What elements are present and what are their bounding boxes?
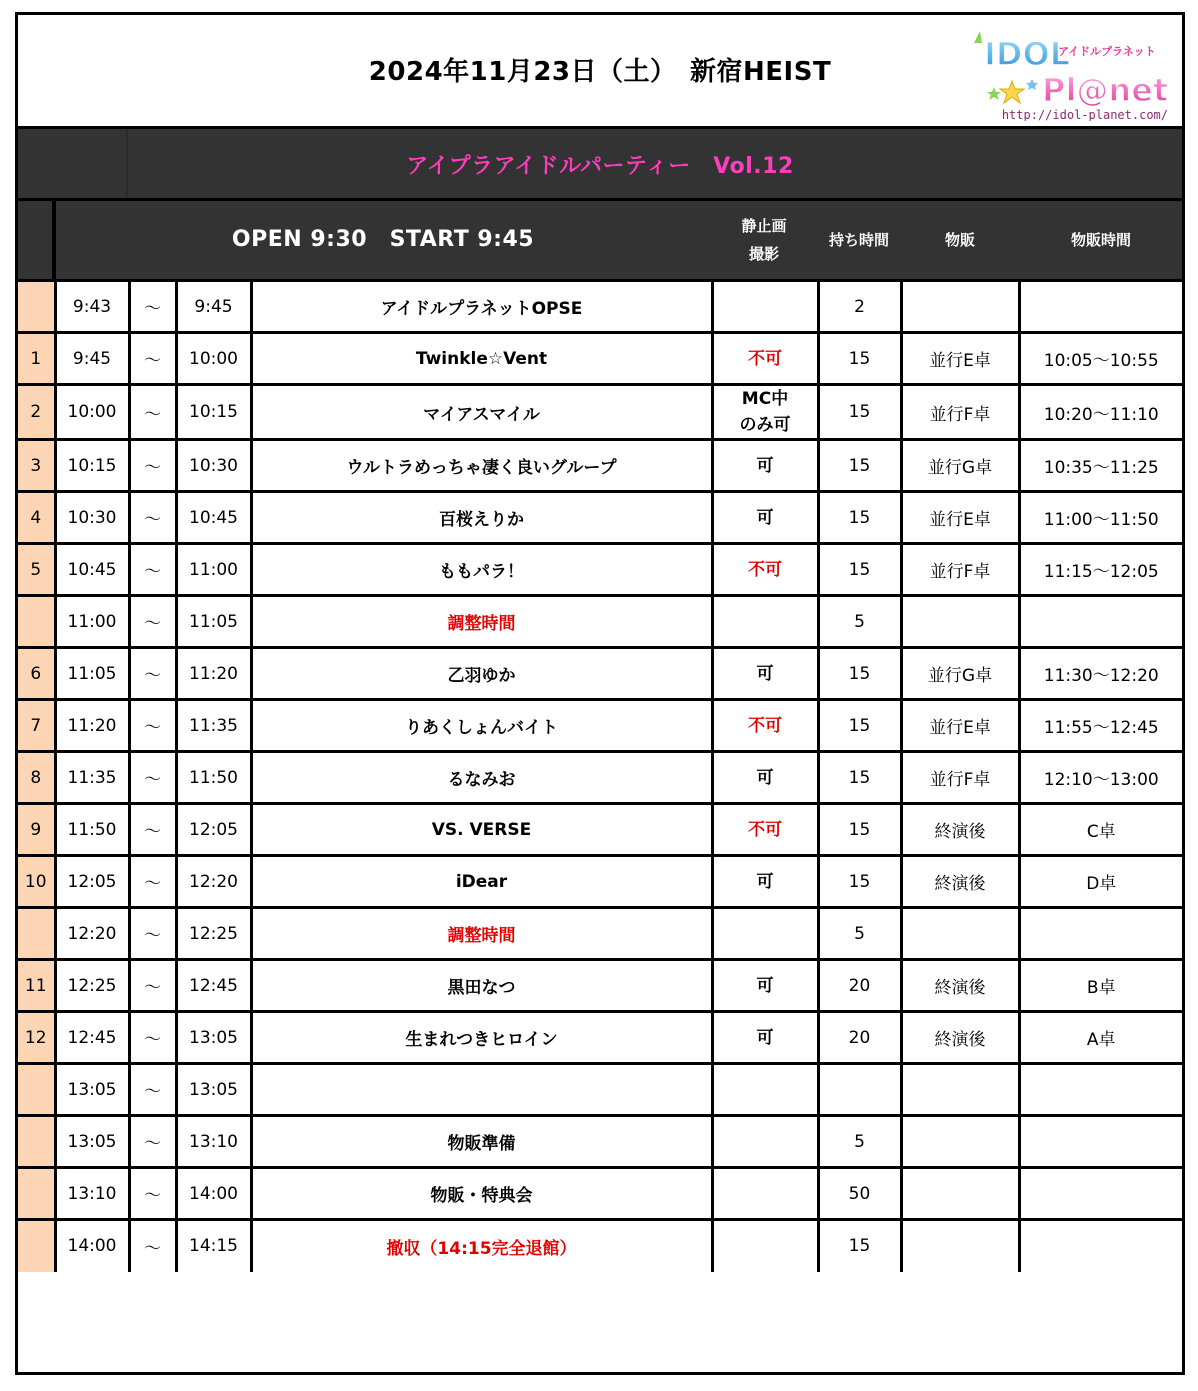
column-header-row [18, 201, 1182, 279]
sales-time: 11:00～11:50 [1019, 492, 1182, 544]
sales-location [901, 281, 1019, 333]
tilde-separator: ～ [129, 1012, 176, 1064]
duration-header: 持ち時間 [828, 231, 889, 249]
photo-permission [712, 281, 818, 333]
sales-time [1019, 596, 1182, 648]
sales-location [901, 908, 1019, 960]
sales-location: 並行F卓 [901, 385, 1019, 440]
table-row [18, 700, 1182, 752]
row-number [18, 1064, 55, 1116]
duration-minutes: 15 [818, 440, 901, 492]
sales-location [901, 1168, 1019, 1220]
performer-name: Twinkle☆Vent [251, 333, 712, 385]
sales-location: 並行G卓 [901, 440, 1019, 492]
performer-name: 撤収（14:15完全退館） [251, 1220, 712, 1272]
photo-permission [712, 1220, 818, 1272]
photo-permission-line1: 不可 [748, 715, 782, 736]
photo-permission-line1: 不可 [748, 819, 782, 840]
sales-time: 10:35～11:25 [1019, 440, 1182, 492]
duration-minutes: 15 [818, 700, 901, 752]
open-start-header: OPEN 9:30 START 9:45 [231, 227, 535, 252]
sales-location: 並行F卓 [901, 752, 1019, 804]
table-row [18, 1220, 1182, 1272]
photo-permission [712, 1116, 818, 1168]
photo-header-line2: 撮影 [748, 245, 779, 263]
end-time: 10:00 [176, 333, 251, 385]
photo-permission-line1: 可 [756, 767, 774, 788]
photo-permission [712, 492, 818, 544]
svg-text:IDOL: IDOL [984, 35, 1071, 73]
end-time: 11:20 [176, 648, 251, 700]
start-time: 9:45 [55, 333, 129, 385]
performer-name: VS. VERSE [251, 804, 712, 856]
duration-minutes: 2 [818, 281, 901, 333]
sales-location: 終演後 [901, 856, 1019, 908]
svg-text:アイドルプラネット: アイドルプラネット [1058, 45, 1156, 58]
tilde-separator: ～ [129, 804, 176, 856]
duration-minutes: 15 [818, 385, 901, 440]
table-row [18, 856, 1182, 908]
svg-text:Pl@net: Pl@net [1042, 71, 1169, 109]
sales-time: A卓 [1019, 1012, 1182, 1064]
photo-permission-line1: 可 [756, 1027, 774, 1048]
duration-minutes: 15 [818, 752, 901, 804]
performer-name [251, 1064, 712, 1116]
end-time: 12:45 [176, 960, 251, 1012]
photo-permission [712, 596, 818, 648]
tilde-separator: ～ [129, 1168, 176, 1220]
row-number [18, 908, 55, 960]
end-time: 12:05 [176, 804, 251, 856]
tilde-separator: ～ [129, 544, 176, 596]
sales-time: 10:05～10:55 [1019, 333, 1182, 385]
start-time: 11:50 [55, 804, 129, 856]
tilde-separator: ～ [129, 596, 176, 648]
start-time: 12:45 [55, 1012, 129, 1064]
duration-minutes: 20 [818, 960, 901, 1012]
end-time: 14:00 [176, 1168, 251, 1220]
sales-time [1019, 1064, 1182, 1116]
tilde-separator: ～ [129, 440, 176, 492]
duration-minutes: 5 [818, 596, 901, 648]
table-row [18, 1064, 1182, 1116]
row-number: 2 [18, 385, 55, 440]
tilde-separator: ～ [129, 1116, 176, 1168]
photo-permission [712, 333, 818, 385]
row-number: 3 [18, 440, 55, 492]
start-time: 10:00 [55, 385, 129, 440]
duration-minutes: 15 [818, 1220, 901, 1272]
photo-permission-line1: 不可 [748, 559, 782, 580]
schedule-table [18, 279, 1182, 1272]
sales-time: B卓 [1019, 960, 1182, 1012]
sales-location [901, 1116, 1019, 1168]
row-number: 1 [18, 333, 55, 385]
tilde-separator: ～ [129, 960, 176, 1012]
end-time: 11:05 [176, 596, 251, 648]
sales-location: 終演後 [901, 960, 1019, 1012]
schedule-table-wrap [18, 279, 1182, 1272]
table-row [18, 440, 1182, 492]
row-number: 12 [18, 1012, 55, 1064]
duration-minutes: 5 [818, 1116, 901, 1168]
start-time: 11:35 [55, 752, 129, 804]
photo-permission [712, 385, 818, 440]
performer-name: 生まれつきヒロイン [251, 1012, 712, 1064]
sales-time: 11:15～12:05 [1019, 544, 1182, 596]
start-time: 10:45 [55, 544, 129, 596]
duration-minutes: 20 [818, 1012, 901, 1064]
photo-permission [712, 1064, 818, 1116]
photo-permission [712, 804, 818, 856]
start-time: 13:05 [55, 1116, 129, 1168]
end-time: 14:15 [176, 1220, 251, 1272]
duration-minutes [818, 1064, 901, 1116]
tilde-separator: ～ [129, 1064, 176, 1116]
end-time: 10:15 [176, 385, 251, 440]
performer-name: 百桜えりか [251, 492, 712, 544]
sales-time [1019, 908, 1182, 960]
performer-name: 物販準備 [251, 1116, 712, 1168]
duration-minutes: 50 [818, 1168, 901, 1220]
row-number: 6 [18, 648, 55, 700]
photo-permission [712, 1012, 818, 1064]
photo-permission-line1: 可 [756, 455, 774, 476]
performer-name: 調整時間 [251, 908, 712, 960]
photo-permission-line1: 可 [756, 507, 774, 528]
start-time: 9:43 [55, 281, 129, 333]
sales-time [1019, 1220, 1182, 1272]
start-time: 12:25 [55, 960, 129, 1012]
end-time: 11:35 [176, 700, 251, 752]
duration-minutes: 15 [818, 648, 901, 700]
row-number: 9 [18, 804, 55, 856]
duration-minutes: 15 [818, 333, 901, 385]
event-banner [18, 129, 1182, 201]
idol-planet-logo-graphic [968, 25, 1174, 121]
start-time: 12:05 [55, 856, 129, 908]
photo-permission [712, 752, 818, 804]
performer-name: 物販・特典会 [251, 1168, 712, 1220]
duration-minutes: 5 [818, 908, 901, 960]
sales-location [901, 1064, 1019, 1116]
performer-name: iDear [251, 856, 712, 908]
table-row [18, 648, 1182, 700]
start-time: 10:15 [55, 440, 129, 492]
sales-time [1019, 1116, 1182, 1168]
start-time: 13:10 [55, 1168, 129, 1220]
tilde-separator: ～ [129, 648, 176, 700]
sales-location: 並行E卓 [901, 333, 1019, 385]
svg-text:http://idol-planet.com/: http://idol-planet.com/ [1001, 108, 1168, 121]
sales-location [901, 596, 1019, 648]
sales-location: 並行E卓 [901, 700, 1019, 752]
photo-header [712, 201, 816, 279]
photo-permission [712, 1168, 818, 1220]
photo-permission-line1: 可 [756, 663, 774, 684]
photo-permission [712, 960, 818, 1012]
table-row [18, 596, 1182, 648]
sales-location: 終演後 [901, 804, 1019, 856]
photo-permission [712, 856, 818, 908]
sales-time [1019, 281, 1182, 333]
table-row [18, 804, 1182, 856]
sales-location: 並行F卓 [901, 544, 1019, 596]
tilde-separator: ～ [129, 752, 176, 804]
table-row [18, 333, 1182, 385]
photo-permission [712, 440, 818, 492]
sales-location [901, 1220, 1019, 1272]
tilde-separator: ～ [129, 700, 176, 752]
start-time: 11:20 [55, 700, 129, 752]
tilde-separator: ～ [129, 333, 176, 385]
tilde-separator: ～ [129, 281, 176, 333]
end-time: 11:00 [176, 544, 251, 596]
tilde-separator: ～ [129, 856, 176, 908]
sales-time: C卓 [1019, 804, 1182, 856]
photo-permission-line1: 不可 [748, 348, 782, 369]
table-row [18, 1116, 1182, 1168]
sales-location: 終演後 [901, 1012, 1019, 1064]
performer-name: りあくしょんバイト [251, 700, 712, 752]
sales-time: 12:10～13:00 [1019, 752, 1182, 804]
start-time: 12:20 [55, 908, 129, 960]
performer-name: るなみお [251, 752, 712, 804]
sales-time: D卓 [1019, 856, 1182, 908]
table-row [18, 752, 1182, 804]
row-number: 7 [18, 700, 55, 752]
tilde-separator: ～ [129, 385, 176, 440]
table-row [18, 544, 1182, 596]
photo-permission [712, 648, 818, 700]
sales-location: 並行E卓 [901, 492, 1019, 544]
event-title: アイプラアイドルパーティー Vol.12 [406, 154, 794, 179]
row-number [18, 1220, 55, 1272]
end-time: 13:10 [176, 1116, 251, 1168]
row-number [18, 1116, 55, 1168]
table-row [18, 385, 1182, 440]
end-time: 12:25 [176, 908, 251, 960]
performer-name: アイドルプラネットOPSE [251, 281, 712, 333]
performer-name: マイアスマイル [251, 385, 712, 440]
start-time: 13:05 [55, 1064, 129, 1116]
sales-time-header: 物販時間 [1070, 231, 1131, 249]
table-row [18, 960, 1182, 1012]
row-number: 5 [18, 544, 55, 596]
tilde-separator: ～ [129, 492, 176, 544]
end-time: 10:45 [176, 492, 251, 544]
end-time: 10:30 [176, 440, 251, 492]
photo-permission [712, 700, 818, 752]
photo-permission [712, 544, 818, 596]
table-row [18, 281, 1182, 333]
sales-time: 11:55～12:45 [1019, 700, 1182, 752]
start-time: 14:00 [55, 1220, 129, 1272]
start-time: 11:00 [55, 596, 129, 648]
duration-minutes: 15 [818, 856, 901, 908]
performer-name: 調整時間 [251, 596, 712, 648]
idol-planet-logo [968, 25, 1174, 121]
performer-name: 黒田なつ [251, 960, 712, 1012]
duration-minutes: 15 [818, 544, 901, 596]
schedule-rows [18, 281, 1182, 1272]
sales-time: 11:30～12:20 [1019, 648, 1182, 700]
row-number: 4 [18, 492, 55, 544]
end-time: 13:05 [176, 1012, 251, 1064]
performer-name: ウルトラめっちゃ凄く良いグループ [251, 440, 712, 492]
photo-permission-line2: のみ可 [739, 415, 791, 435]
sales-time [1019, 1168, 1182, 1220]
duration-minutes: 15 [818, 804, 901, 856]
row-number [18, 281, 55, 333]
duration-minutes: 15 [818, 492, 901, 544]
table-row [18, 908, 1182, 960]
photo-permission [712, 908, 818, 960]
performer-name: ももパラ！ [251, 544, 712, 596]
photo-permission-line1: MC中 [741, 389, 789, 409]
table-row [18, 492, 1182, 544]
tilde-separator: ～ [129, 908, 176, 960]
end-time: 11:50 [176, 752, 251, 804]
end-time: 13:05 [176, 1064, 251, 1116]
tilde-separator: ～ [129, 1220, 176, 1272]
photo-header-line1: 静止画 [741, 217, 787, 235]
table-row [18, 1168, 1182, 1220]
row-number [18, 596, 55, 648]
row-number: 11 [18, 960, 55, 1012]
photo-permission-line1: 可 [756, 871, 774, 892]
row-number: 8 [18, 752, 55, 804]
performer-name: 乙羽ゆか [251, 648, 712, 700]
start-time: 10:30 [55, 492, 129, 544]
sales-location: 並行G卓 [901, 648, 1019, 700]
schedule-sheet [15, 12, 1185, 1375]
sales-time: 10:20～11:10 [1019, 385, 1182, 440]
photo-permission-line1: 可 [756, 975, 774, 996]
header [18, 15, 1182, 129]
row-number: 10 [18, 856, 55, 908]
end-time: 12:20 [176, 856, 251, 908]
start-time: 11:05 [55, 648, 129, 700]
row-number [18, 1168, 55, 1220]
end-time: 9:45 [176, 281, 251, 333]
table-row [18, 1012, 1182, 1064]
sales-header: 物販 [944, 231, 975, 249]
page-title: 2024年11月23日（土） 新宿HEIST [368, 57, 832, 87]
